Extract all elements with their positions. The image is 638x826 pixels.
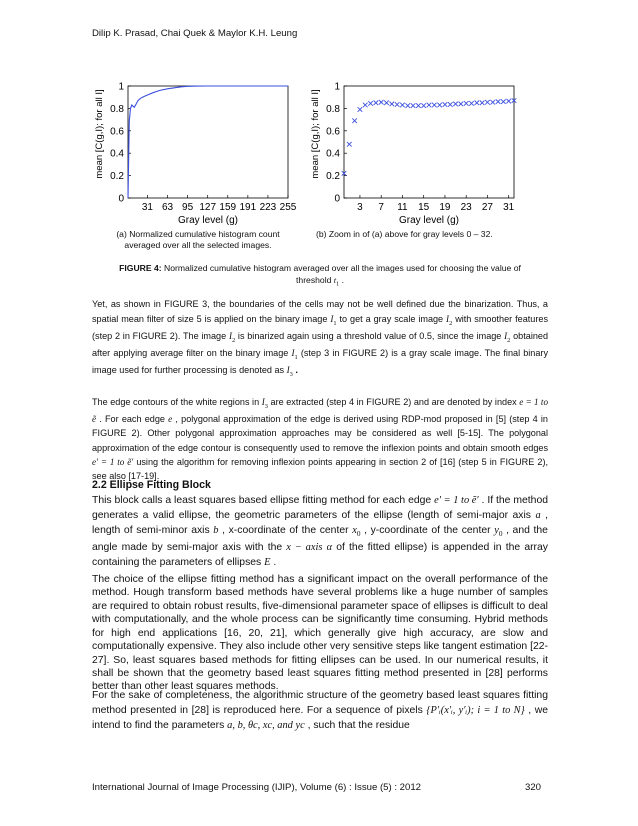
data-point-x-marker: [469, 101, 474, 106]
x-tick-label: 223: [259, 202, 277, 213]
figure-caption-end: .: [339, 275, 344, 286]
y-tick-label: 0: [334, 193, 340, 205]
data-point-x-marker: [432, 103, 437, 108]
plot-frame: [128, 86, 288, 198]
x-tick-label: 31: [141, 202, 154, 213]
y-axis-label: mean [C(g,I); for all I]: [94, 89, 105, 179]
data-point-x-marker: [427, 103, 432, 108]
paragraph-method-choice: The choice of the ellipse fitting method has a significant impact on the overall performance of the method. Hough transform based methods have several problems like a huge number of samples are required to obtain robust results, five-dimensional parameter space of ellipses is difficult to deal with computationally, and the whole process can be significantly time consuming. Hybrid methods for high end applications [16, 20, 21], which generally give high accuracy, are slow and computationally expensive. They also include other very sensitive steps like tangent estimation [22-27]. So, least squares based methods for fitting ellipses can be used. In our numerical results, it shall be shown that the geometry based least squares fitting method presented in [28] performs better than other least squares methods.: [92, 574, 548, 693]
data-point-x-marker: [437, 103, 442, 108]
series-line: [128, 86, 288, 198]
data-point-x-marker: [459, 102, 464, 107]
x-tick-label: 95: [182, 202, 194, 213]
paragraph-smoothing: Yet, as shown in FIGURE 3, the boundaries of the cells may not be well defined due the binarization. Thus, a spatial mean filter of size 5 is applied on the binary image $I_1$ to get a gray scale image $I_2$ with smoother features (step 2 in FIGURE 2). The image $I_2$ is binarized again using a threshold value of 0.5, since the image $I_2$ obtained after applying average filter on the binary image $I_1$ (step 3 in FIGURE 2) is a gray scale image. The final binary image used for further processing is denoted as $I_3$ .: [92, 299, 549, 378]
y-tick-label: 0.6: [326, 126, 340, 138]
paragraph-algorithm-structure: For the sake of completeness, the algorithmic structure of the geometry based least squares fitting method presented in [28] is reproduced here. For a sequence of pixels {P′ᵢ(x′ᵢ, y′ᵢ); i = 1 to N} , we intend to find the parameters a, b, θc, xc, and yc , such that the residue: [92, 690, 548, 732]
data-point-x-marker: [374, 101, 379, 106]
data-point-x-marker: [416, 103, 421, 108]
x-tick-label: 127: [199, 202, 217, 213]
data-point-x-marker: [358, 107, 363, 112]
x-tick-label: 255: [279, 202, 297, 213]
data-point-x-marker: [363, 103, 368, 108]
figure-4b-caption: (b) Zoom in of (a) above for gray levels 0 – 32.: [316, 229, 493, 239]
data-point-x-marker: [395, 102, 400, 107]
data-point-x-marker: [506, 99, 511, 104]
x-axis-label: Gray level (g): [177, 215, 239, 226]
data-point-x-marker: [475, 101, 480, 106]
figure-4-caption: [92, 262, 548, 290]
paragraph-edge-contours: The edge contours of the white regions in $I_3$ are extracted (step 4 in FIGURE 2) and are denoted by index e = 1 to ẽ . For each edge e , polygonal approximation of the edge is derived using RDP-mod proposed in [5] (step 4 in FIGURE 2). Other polygonal approximation approaches may be considered as well [5-15]. The polygonal approximation of the edge contour is consequently used to remove the inflexion points and obtain smooth edges e′ = 1 to ẽ′ using the algorithm for removing inflexion points appearing in section 2 of [16] (step 5 in FIGURE 2), see also [17-19].: [92, 397, 548, 482]
figure-4a-chart: [90, 78, 300, 228]
footer-page-number: 320: [525, 782, 542, 793]
x-tick-label: 159: [219, 202, 237, 213]
threshold-symbol: t: [333, 275, 337, 286]
y-tick-label: 0: [118, 193, 124, 205]
figure-4a-caption: (a) Normalized cumulative histogram count averaged over all the selected images.: [116, 229, 280, 250]
data-point-x-marker: [448, 102, 453, 107]
y-tick-label: 0.2: [326, 171, 340, 183]
data-point-x-marker: [384, 101, 389, 106]
data-point-x-marker: [464, 101, 469, 106]
footer-journal: International Journal of Image Processing (IJIP), Volume (6) : Issue (5) : 2012: [92, 782, 422, 793]
y-tick-label: 0.8: [326, 103, 340, 115]
figure-caption-line2: threshold: [296, 275, 332, 286]
figure-label: FIGURE 4:: [119, 263, 162, 273]
data-point-x-marker: [400, 103, 405, 108]
data-point-x-marker: [379, 100, 384, 105]
data-point-x-marker: [490, 100, 495, 105]
section-heading: 2.2 Ellipse Fitting Block: [92, 479, 211, 491]
y-tick-label: 1: [334, 81, 340, 93]
x-tick-label: 31: [503, 202, 515, 213]
x-tick-label: 27: [481, 202, 493, 213]
data-point-x-marker: [368, 101, 373, 106]
y-tick-label: 0.6: [110, 126, 124, 138]
data-point-x-marker: [501, 99, 506, 104]
x-tick-label: 3: [357, 202, 363, 213]
data-point-x-marker: [390, 102, 395, 107]
y-tick-label: 1: [118, 81, 124, 93]
data-point-x-marker: [443, 102, 448, 107]
x-tick-label: 19: [439, 202, 451, 213]
data-point-x-marker: [480, 101, 485, 106]
data-point-x-marker: [347, 142, 352, 147]
x-tick-label: 23: [460, 202, 472, 213]
x-tick-label: 7: [378, 202, 384, 213]
data-point-x-marker: [453, 102, 458, 107]
data-point-x-marker: [496, 99, 501, 104]
y-tick-label: 0.4: [110, 148, 124, 160]
x-tick-label: 191: [239, 202, 257, 213]
data-point-x-marker: [485, 100, 490, 105]
x-tick-label: 63: [161, 202, 174, 213]
data-point-x-marker: [405, 103, 410, 108]
data-point-x-marker: [421, 103, 426, 108]
figure-caption-text: Normalized cumulative histogram averaged over all the images used for choosing the value of: [161, 263, 521, 273]
x-tick-label: 15: [418, 202, 430, 213]
y-tick-label: 0.8: [110, 103, 124, 115]
x-axis-label: Gray level (g): [398, 215, 460, 226]
running-header: Dilip K. Prasad, Chai Quek & Maylor K.H. Leung: [92, 28, 298, 39]
threshold-subscript: 1: [336, 282, 340, 289]
y-tick-label: 0.4: [326, 148, 340, 160]
figure-4b-chart: [306, 78, 528, 228]
data-point-x-marker: [352, 118, 357, 123]
paragraph-ellipse-fitting: This block calls a least squares based ellipse fitting method for each edge e′ = 1 to ẽ′ . If the method generates a valid ellipse, the geometric parameters of the ellipse (length of semi-major axis a , length of semi-minor axis b , x-coordinate of the center $x_0$ , y-coordinate of the center $y_0$ , and the angle made by semi-major axis with the x − axis α of the fitted ellipse) is appended in the array containing the parameters of ellipses E .: [92, 495, 549, 569]
x-tick-label: 11: [397, 202, 408, 213]
y-axis-label: mean [C(g,I); for all I]: [310, 89, 321, 179]
data-point-x-marker: [411, 103, 416, 108]
y-tick-label: 0.2: [110, 171, 124, 183]
